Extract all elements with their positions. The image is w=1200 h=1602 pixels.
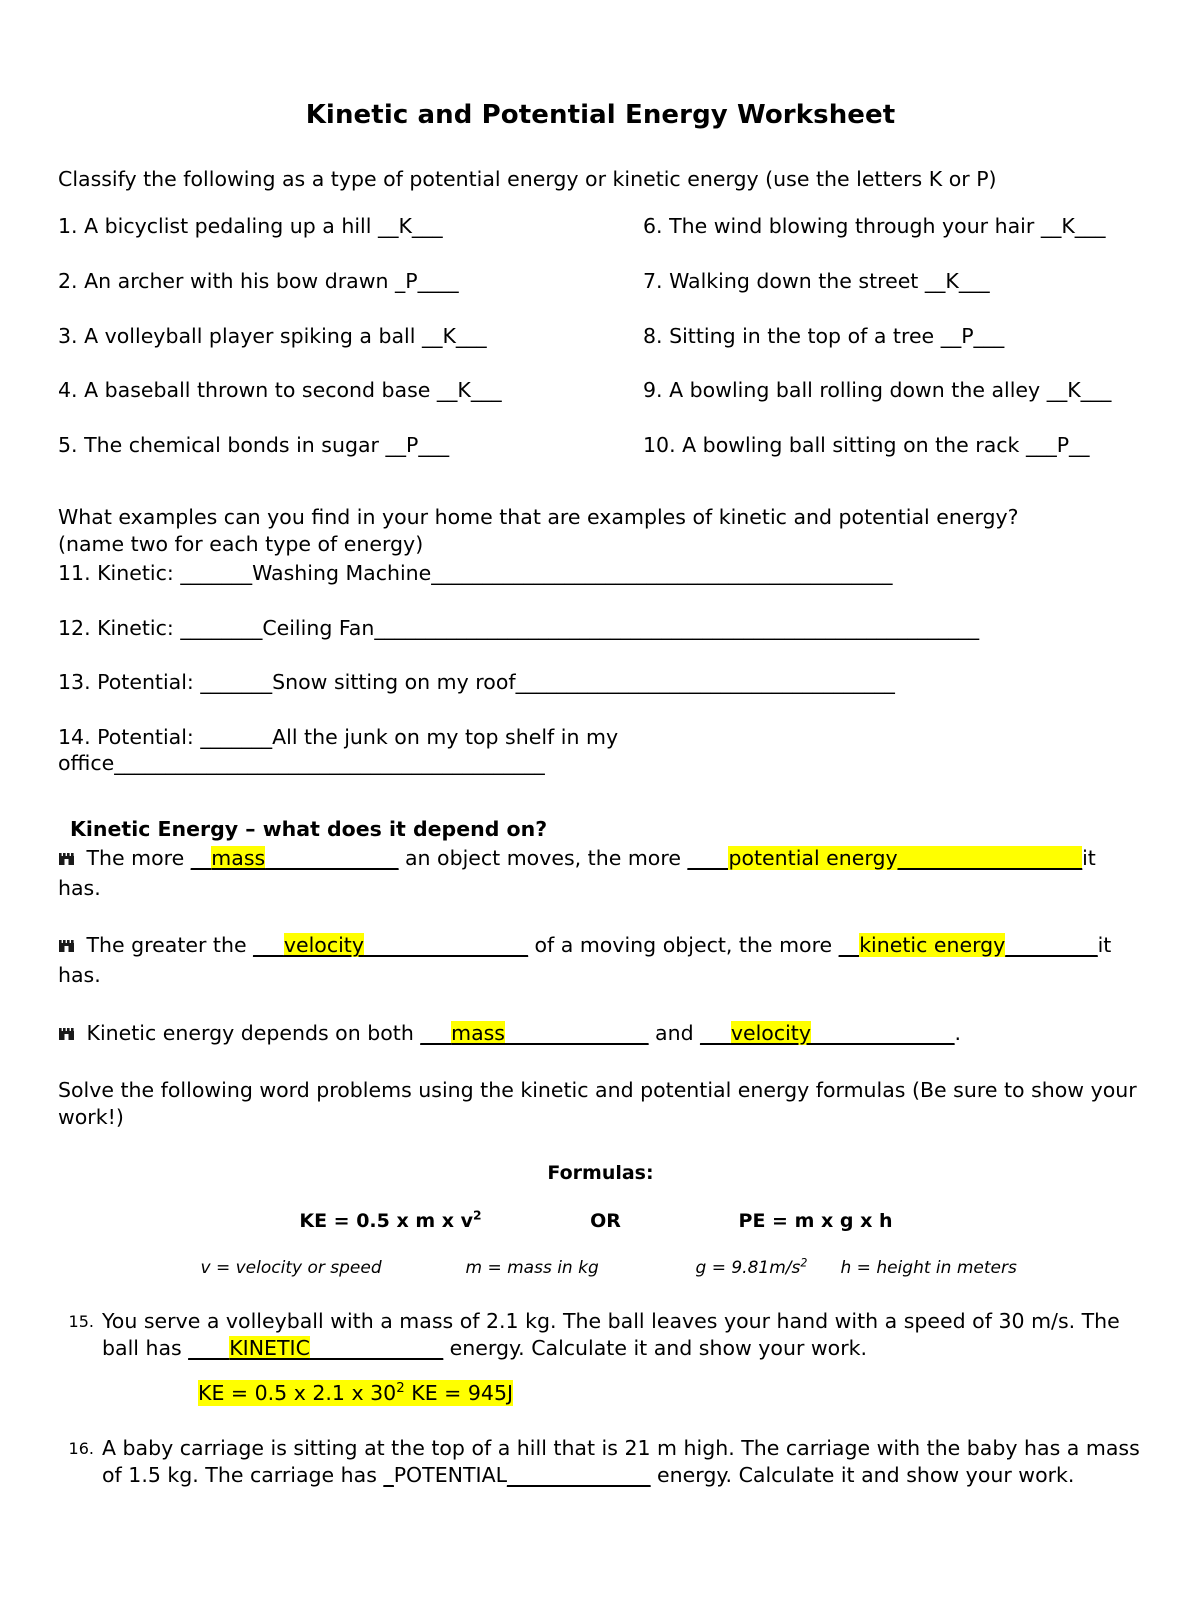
- statement-mid: of a moving object, the more: [527, 933, 839, 958]
- row-answer[interactable]: Washing Machine: [252, 560, 432, 585]
- variable-g-exponent: 2: [800, 1256, 808, 1270]
- classify-instructions: Classify the following as a type of potential energy or kinetic energy (use the letters K or P): [58, 167, 997, 191]
- blank-before-answer-2[interactable]: ___: [700, 1020, 731, 1045]
- statement-mid: an object moves, the more: [398, 846, 688, 871]
- item-text: Sitting in the top of a tree: [669, 323, 941, 348]
- prompt-line-1: What examples can you find in your home that are examples of kinetic and potential energy?: [58, 505, 1019, 530]
- row-label: 13. Potential:: [58, 670, 194, 695]
- statement-post: it has.: [58, 933, 1118, 988]
- item-answer-blank[interactable]: __K___: [377, 214, 443, 239]
- statement-post: .: [954, 1020, 962, 1045]
- item-answer-blank[interactable]: __K___: [436, 378, 502, 403]
- formulas-heading: Formulas:: [547, 1161, 654, 1184]
- blank-before-answer-2[interactable]: ____: [687, 846, 729, 871]
- item-answer-blank[interactable]: __K___: [924, 268, 990, 293]
- formula-ke-text: KE = 0.5 x m x v: [299, 1209, 474, 1232]
- blank-before-answer[interactable]: ___: [253, 933, 284, 958]
- solve-line-2: show your work!): [58, 1078, 1137, 1129]
- problem-number: 15.: [68, 1311, 94, 1331]
- problem-line-1: You serve a volleyball with a mass of 2.1 kg. The ball leaves your hand with a speed of 30: [102, 1308, 1025, 1333]
- classification-left-column: [58, 213, 643, 458]
- row-answer[interactable]: Ceiling Fan: [262, 615, 375, 640]
- statement-mid: and: [648, 1020, 701, 1045]
- kinetic-statement-3: [58, 1020, 1143, 1050]
- problem-line-2-pre: has a mass of 1.5 kg. The carriage has: [102, 1436, 1147, 1487]
- item-text: An archer with his bow drawn: [84, 268, 395, 293]
- page-title: Kinetic and Potential Energy Worksheet: [305, 100, 896, 130]
- problem-16: [58, 1435, 1147, 1488]
- item-text: Walking down the street: [669, 268, 925, 293]
- problem-line-2-post: energy. Calculate it and: [650, 1462, 900, 1487]
- lead-blank[interactable]: ________: [180, 615, 263, 640]
- blank-after-answer[interactable]: _____________: [265, 846, 399, 871]
- blank-after-answer[interactable]: _____________: [309, 1335, 444, 1360]
- item-answer-blank[interactable]: ___P__: [1025, 432, 1090, 457]
- answer-potential[interactable]: POTENTIAL: [393, 1462, 508, 1487]
- item-answer-blank[interactable]: __K___: [1046, 378, 1112, 403]
- trail-blank[interactable]: _____________________________________: [515, 670, 895, 695]
- answer-mass[interactable]: mass: [451, 1020, 505, 1045]
- problem-number: 16.: [68, 1439, 94, 1459]
- home-example-row-13: [58, 669, 1143, 696]
- item-number: 5.: [58, 432, 78, 457]
- item-answer-blank[interactable]: __K___: [421, 323, 487, 348]
- problem-15: [58, 1308, 1143, 1361]
- list-item: [643, 213, 1143, 240]
- list-item: [58, 432, 643, 459]
- item-text: A bowling ball rolling down the alley: [669, 378, 1047, 403]
- row-label: 11. Kinetic:: [58, 560, 174, 585]
- item-number: 10.: [643, 432, 676, 457]
- list-item: [643, 268, 1143, 295]
- variable-v: v = velocity or speed: [200, 1257, 382, 1278]
- problem-line-2-post: energy. Calculate it and show your work.: [443, 1335, 868, 1360]
- lead-blank[interactable]: _______: [180, 560, 253, 585]
- blank-after-answer-2[interactable]: __________________: [897, 846, 1083, 871]
- variable-g: [696, 1258, 841, 1278]
- variable-g-text: g = 9.81m/s: [695, 1257, 801, 1278]
- formula-variable-key: [58, 1258, 1143, 1278]
- item-number: 8.: [643, 323, 663, 348]
- problem-body: [102, 1308, 1143, 1361]
- solve-line-1: Solve the following word problems using the kinetic and potential energy formulas (Be sure to: [58, 1078, 1025, 1103]
- kinetic-energy-heading: Kinetic Energy – what does it depend on?: [70, 817, 548, 842]
- statement-post: it has.: [58, 846, 1103, 900]
- castle-bullet-icon: [58, 934, 80, 962]
- answer-kinetic[interactable]: KINETIC: [229, 1335, 310, 1360]
- list-item: [643, 377, 1143, 404]
- row-answer[interactable]: All the junk on my top shelf in my: [272, 724, 619, 749]
- blank-after-answer[interactable]: ______________: [507, 1462, 651, 1487]
- home-example-row-11: [58, 560, 1143, 587]
- answer-mass[interactable]: mass: [211, 846, 266, 871]
- blank-before-answer-2[interactable]: __: [838, 933, 860, 958]
- item-text: The wind blowing through your hair: [669, 214, 1041, 239]
- list-item: [58, 268, 643, 295]
- work-expression-exponent: 2: [396, 1381, 405, 1397]
- solve-instructions: [58, 1077, 1143, 1129]
- answer-kinetic-energy[interactable]: kinetic energy: [859, 933, 1006, 958]
- item-number: 4.: [58, 378, 78, 403]
- problem-15-work: [198, 1381, 1143, 1405]
- classification-right-column: [643, 213, 1143, 458]
- home-examples-prompt: [58, 504, 1143, 556]
- variable-h: h = height in meters: [840, 1257, 1017, 1278]
- item-number: 1.: [58, 214, 78, 239]
- item-answer-blank[interactable]: __K___: [1040, 214, 1106, 239]
- work-expression-text: KE = 0.5 x 2.1 x 30: [198, 1381, 397, 1406]
- lead-blank[interactable]: _______: [200, 724, 273, 749]
- formula-or-separator: OR: [590, 1209, 621, 1232]
- list-item: [643, 323, 1143, 350]
- statement-pre: Kinetic energy depends on both: [80, 1020, 421, 1045]
- answer-potential-energy[interactable]: potential energy: [728, 846, 898, 871]
- item-text: A baseball thrown to second base: [84, 378, 437, 403]
- blank-before-answer[interactable]: _: [383, 1462, 394, 1487]
- list-item: [58, 323, 643, 350]
- list-item: [643, 432, 1143, 459]
- item-answer-blank[interactable]: __P___: [940, 323, 1005, 348]
- blank-after-answer[interactable]: ______________: [505, 1020, 649, 1045]
- formula-kinetic-energy: [241, 1210, 541, 1232]
- item-text: A bicyclist pedaling up a hill: [84, 214, 378, 239]
- row-answer[interactable]: Snow sitting on my roof: [272, 670, 516, 695]
- blank-after-answer-2[interactable]: _________: [1005, 933, 1098, 958]
- variable-m: m = mass in kg: [465, 1257, 599, 1278]
- trail-blank[interactable]: ___________________________________________________________: [374, 615, 980, 640]
- blank-before-answer[interactable]: ___: [420, 1020, 452, 1045]
- castle-bullet-icon: [58, 847, 80, 875]
- list-item: [58, 377, 643, 404]
- work-result: KE = 945J: [411, 1381, 514, 1406]
- statement-pre: The greater the: [80, 933, 254, 958]
- answer-velocity[interactable]: velocity: [283, 933, 364, 958]
- kinetic-statement-2: [58, 932, 1143, 989]
- home-example-row-14: [58, 724, 1143, 777]
- blank-after-answer[interactable]: ________________: [363, 933, 528, 958]
- answer-velocity[interactable]: velocity: [730, 1020, 811, 1045]
- kinetic-statement-1: [58, 845, 1143, 902]
- blank-before-answer[interactable]: __: [190, 846, 212, 871]
- prompt-line-2: (name two for each type of energy): [58, 531, 424, 556]
- formulas-row: [58, 1210, 1143, 1232]
- item-answer-blank[interactable]: _P____: [395, 268, 459, 293]
- work-expression[interactable]: [198, 1380, 513, 1406]
- item-number: 7.: [643, 268, 663, 293]
- item-number: 3.: [58, 323, 78, 348]
- row-label: 14. Potential:: [58, 724, 194, 749]
- home-example-row-12: [58, 615, 1143, 642]
- item-text: The chemical bonds in sugar: [84, 432, 386, 457]
- castle-bullet-icon: [58, 1022, 80, 1050]
- formula-potential-energy: PE = m x g x h: [738, 1209, 893, 1232]
- item-number: 9.: [643, 378, 663, 403]
- item-text: A volleyball player spiking a ball: [84, 323, 422, 348]
- worksheet-content: [58, 0, 1147, 1489]
- formula-ke-exponent: 2: [473, 1208, 482, 1223]
- item-text: A bowling ball sitting on the rack: [682, 432, 1026, 457]
- problem-line-2-pre: m/s. The ball has: [102, 1308, 1127, 1360]
- lead-blank[interactable]: _______: [200, 670, 273, 695]
- statement-pre: The more: [80, 846, 191, 871]
- problem-line-1: A baby carriage is sitting at the top of a hill that is 21 m high. The carriage with the baby: [102, 1436, 1018, 1461]
- list-item: [58, 213, 643, 240]
- problem-line-3: show your work.: [906, 1462, 1075, 1487]
- trail-blank[interactable]: _____________________________________________: [431, 560, 893, 585]
- blank-before-answer[interactable]: ____: [188, 1335, 230, 1360]
- problem-body: [102, 1435, 1147, 1488]
- item-number: 6.: [643, 214, 663, 239]
- classification-list: [58, 213, 1143, 458]
- row-label: 12. Kinetic:: [58, 615, 174, 640]
- item-answer-blank[interactable]: __P___: [385, 432, 450, 457]
- trail-blank[interactable]: office__________________________________________: [58, 751, 545, 776]
- blank-after-answer-2[interactable]: ______________: [810, 1020, 955, 1045]
- item-number: 2.: [58, 268, 78, 293]
